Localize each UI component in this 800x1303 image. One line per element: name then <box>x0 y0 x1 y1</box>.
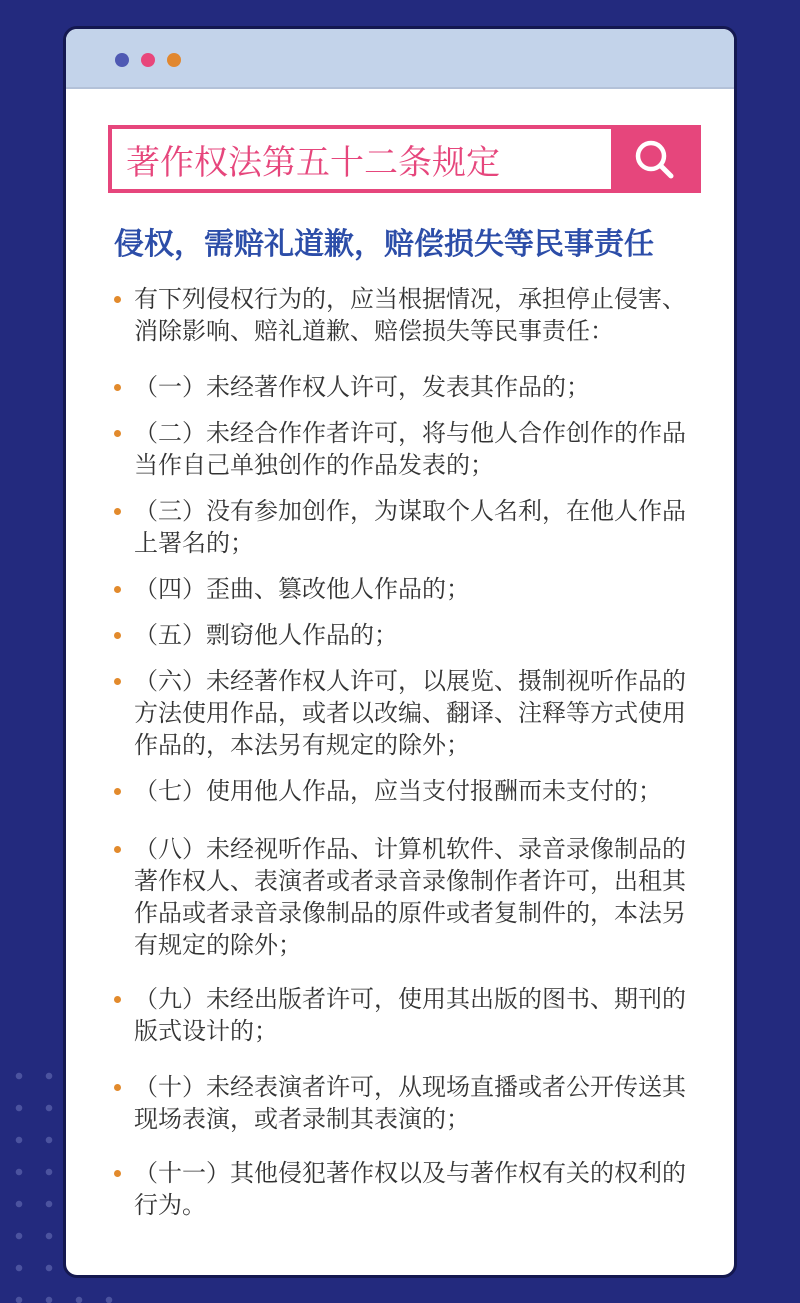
search-input[interactable] <box>112 129 611 189</box>
list-item-text: （五）剽窃他人作品的； <box>134 621 398 649</box>
list-item-text: （八）未经视听作品、计算机软件、录音录像制品的著作权人、表演者或者录音录像制作者许可，出租其作品或者录音录像制品的原件或者复制件的，本法另有规定的除外； <box>134 835 686 959</box>
list-item <box>112 665 702 761</box>
bullet-dot <box>114 678 121 685</box>
list-item <box>112 775 702 807</box>
window-dot-orange[interactable] <box>167 53 181 67</box>
window-dot-pink[interactable] <box>141 53 155 67</box>
window-titlebar <box>66 29 734 89</box>
bullet-dot <box>114 296 121 303</box>
list-item-text: （七）使用他人作品，应当支付报酬而未支付的； <box>134 777 662 805</box>
bullet-dot <box>114 586 121 593</box>
list-item-text: （四）歪曲、篡改他人作品的； <box>134 575 470 603</box>
list-item-text: （二）未经合作作者许可，将与他人合作创作的作品当作自己单独创作的作品发表的； <box>134 419 686 479</box>
list-item <box>112 619 702 651</box>
list-item-text: （十）未经表演者许可，从现场直播或者公开传送其现场表演，或者录制其表演的； <box>134 1073 686 1133</box>
article-list <box>112 283 702 1221</box>
list-item <box>112 371 702 403</box>
bullet-dot <box>114 788 121 795</box>
list-item-text: （一）未经著作权人许可，发表其作品的； <box>134 373 590 401</box>
bullet-dot <box>114 1170 121 1177</box>
list-item <box>112 1157 702 1221</box>
list-item <box>112 495 702 559</box>
search-icon <box>632 137 676 181</box>
list-item-text: （九）未经出版者许可，使用其出版的图书、期刊的版式设计的； <box>134 985 686 1045</box>
list-item-text: 有下列侵权行为的，应当根据情况，承担停止侵害、消除影响、赔礼道歉、赔偿损失等民事责任： <box>134 285 686 345</box>
list-item <box>112 983 702 1047</box>
bullet-dot <box>114 508 121 515</box>
bullet-dot <box>114 996 121 1003</box>
list-item <box>112 573 702 605</box>
list-item <box>112 417 702 481</box>
page-heading: 侵权，需赔礼道歉，赔偿损失等民事责任 <box>114 227 654 262</box>
search-bar <box>108 125 701 193</box>
list-item <box>112 283 702 347</box>
bullet-dot <box>114 384 121 391</box>
window-dot-blue[interactable] <box>115 53 129 67</box>
browser-window <box>63 26 737 1278</box>
list-item-text: （三）没有参加创作，为谋取个人名利，在他人作品上署名的； <box>134 497 686 557</box>
bullet-dot <box>114 1084 121 1091</box>
list-item <box>112 833 702 961</box>
bullet-dot <box>114 430 121 437</box>
list-item-text: （六）未经著作权人许可，以展览、摄制视听作品的方法使用作品，或者以改编、翻译、注释等方式使用作品的，本法另有规定的除外； <box>134 667 686 759</box>
bullet-dot <box>114 632 121 639</box>
list-item <box>112 1071 702 1135</box>
list-item-text: （十一）其他侵犯著作权以及与著作权有关的权利的行为。 <box>134 1159 686 1219</box>
bullet-dot <box>114 846 121 853</box>
search-button[interactable] <box>611 129 697 189</box>
